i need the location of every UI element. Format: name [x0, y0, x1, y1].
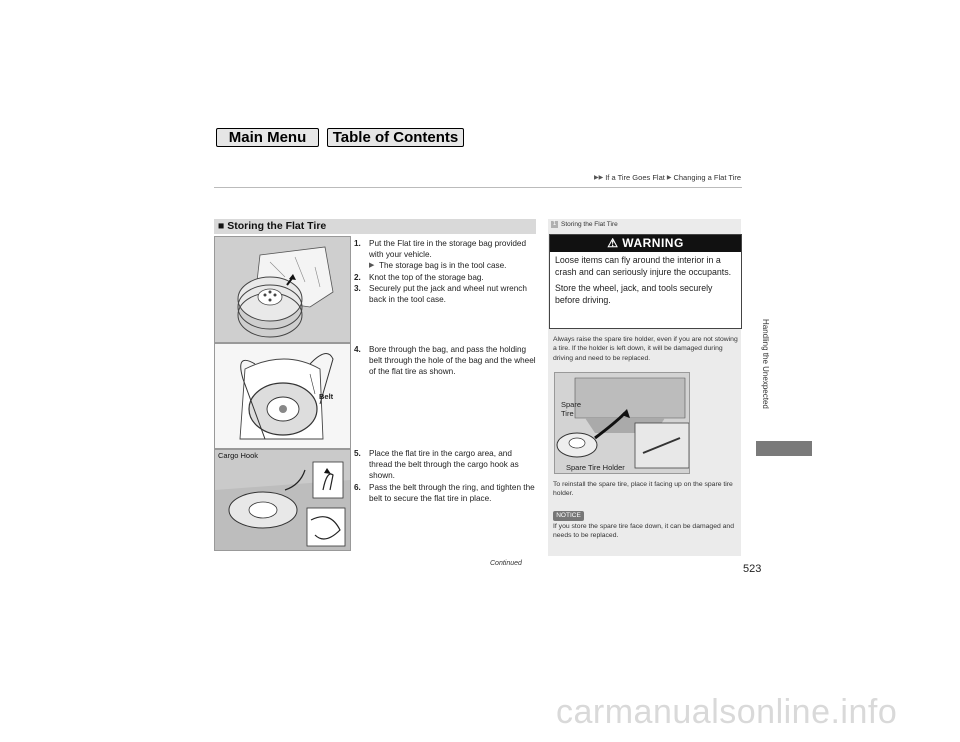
chapter-side-label: Handling the Unexpected	[761, 319, 770, 409]
tire-in-bag-illustration	[214, 236, 351, 343]
step-number: 6.	[354, 482, 361, 492]
step-text: Bore through the bag, and pass the holding belt through the hole of the bag and the wheel of the flat tire as shown.	[369, 345, 536, 377]
double-arrow-icon: ▶▶	[593, 175, 604, 181]
note-number-badge: 1	[552, 221, 557, 227]
warning-title: WARNING	[622, 236, 684, 250]
step-5	[354, 448, 537, 482]
step-number: 5.	[354, 449, 361, 458]
continued-label: Continued	[490, 560, 522, 567]
table-of-contents-button[interactable]: Table of Contents	[327, 128, 464, 147]
arrow-icon: ▶	[666, 175, 672, 181]
chapter-tab[interactable]	[756, 441, 812, 456]
step-1	[354, 238, 537, 260]
spare-holder-note: Always raise the spare tire holder, even if you are not stowing a tire. If the holder is left down, it will be damaged during driving and need to be replaced.	[553, 336, 738, 362]
warning-paragraph-1: Loose items can fly around the interior in a crash and can seriously injure the occupants.	[555, 255, 732, 277]
spare-tire-label: Spare Tire	[561, 400, 582, 418]
warning-text	[550, 252, 741, 306]
step-text: Place the flat tire in the cargo area, and thread the belt through the cargo hook as shown.	[369, 449, 519, 481]
warning-header	[550, 235, 741, 252]
step-number: 2.	[354, 272, 361, 282]
steps-group-2	[354, 344, 537, 378]
sidebar-heading	[551, 221, 618, 228]
page-number: 523	[743, 563, 762, 575]
breadcrumb	[594, 173, 741, 182]
breadcrumb-level2[interactable]: Changing a Flat Tire	[673, 173, 741, 182]
step-2	[354, 272, 537, 283]
reference-arrow-icon: ▶	[369, 262, 375, 270]
notice-text: If you store the spare tire face down, it can be damaged and needs to be replaced.	[553, 523, 734, 540]
main-menu-button[interactable]: Main Menu	[216, 128, 319, 147]
steps-group-3	[354, 448, 537, 504]
belt-label: Belt	[319, 392, 334, 401]
reinstall-note: To reinstall the spare tire, place it facing up on the spare tire holder.	[553, 481, 733, 498]
step-number: 3.	[354, 283, 361, 293]
step-text: Put the Flat tire in the storage bag provided with your vehicle.	[369, 239, 527, 260]
header-divider	[214, 187, 742, 188]
step-4	[354, 344, 537, 378]
step-1-note	[354, 260, 537, 271]
section-title: ■ Storing the Flat Tire	[218, 220, 327, 232]
breadcrumb-level1[interactable]: If a Tire Goes Flat	[605, 173, 665, 182]
spare-tire-illustration	[554, 372, 690, 474]
watermark: carmanualsonline.info	[556, 693, 898, 731]
step-text: Pass the belt through the ring, and tighten the belt to secure the flat tire in place.	[369, 482, 535, 503]
step-3	[354, 283, 537, 305]
sidebar-heading-text: Storing the Flat Tire	[561, 221, 618, 228]
warning-triangle-icon: ⚠	[607, 236, 619, 250]
cargo-hook-illustration	[214, 449, 351, 551]
cargo-hook-label: Cargo Hook	[218, 451, 259, 460]
step-note-text: The storage bag is in the tool case.	[379, 261, 507, 271]
step-text: Securely put the jack and wheel nut wrench back in the tool case.	[369, 283, 527, 305]
steps-group-1	[354, 238, 537, 305]
step-6	[354, 482, 537, 504]
warning-box	[549, 234, 742, 329]
section-header	[214, 219, 536, 234]
step-number: 1.	[354, 239, 361, 248]
spare-tire-holder-label: Spare Tire Holder	[566, 463, 625, 472]
belt-through-bag-illustration	[214, 343, 351, 449]
step-number: 4.	[354, 345, 361, 354]
warning-paragraph-2: Store the wheel, jack, and tools securely before driving.	[555, 283, 713, 305]
step-text: Knot the top of the storage bag.	[369, 272, 484, 282]
notice-badge: NOTICE	[553, 511, 584, 521]
